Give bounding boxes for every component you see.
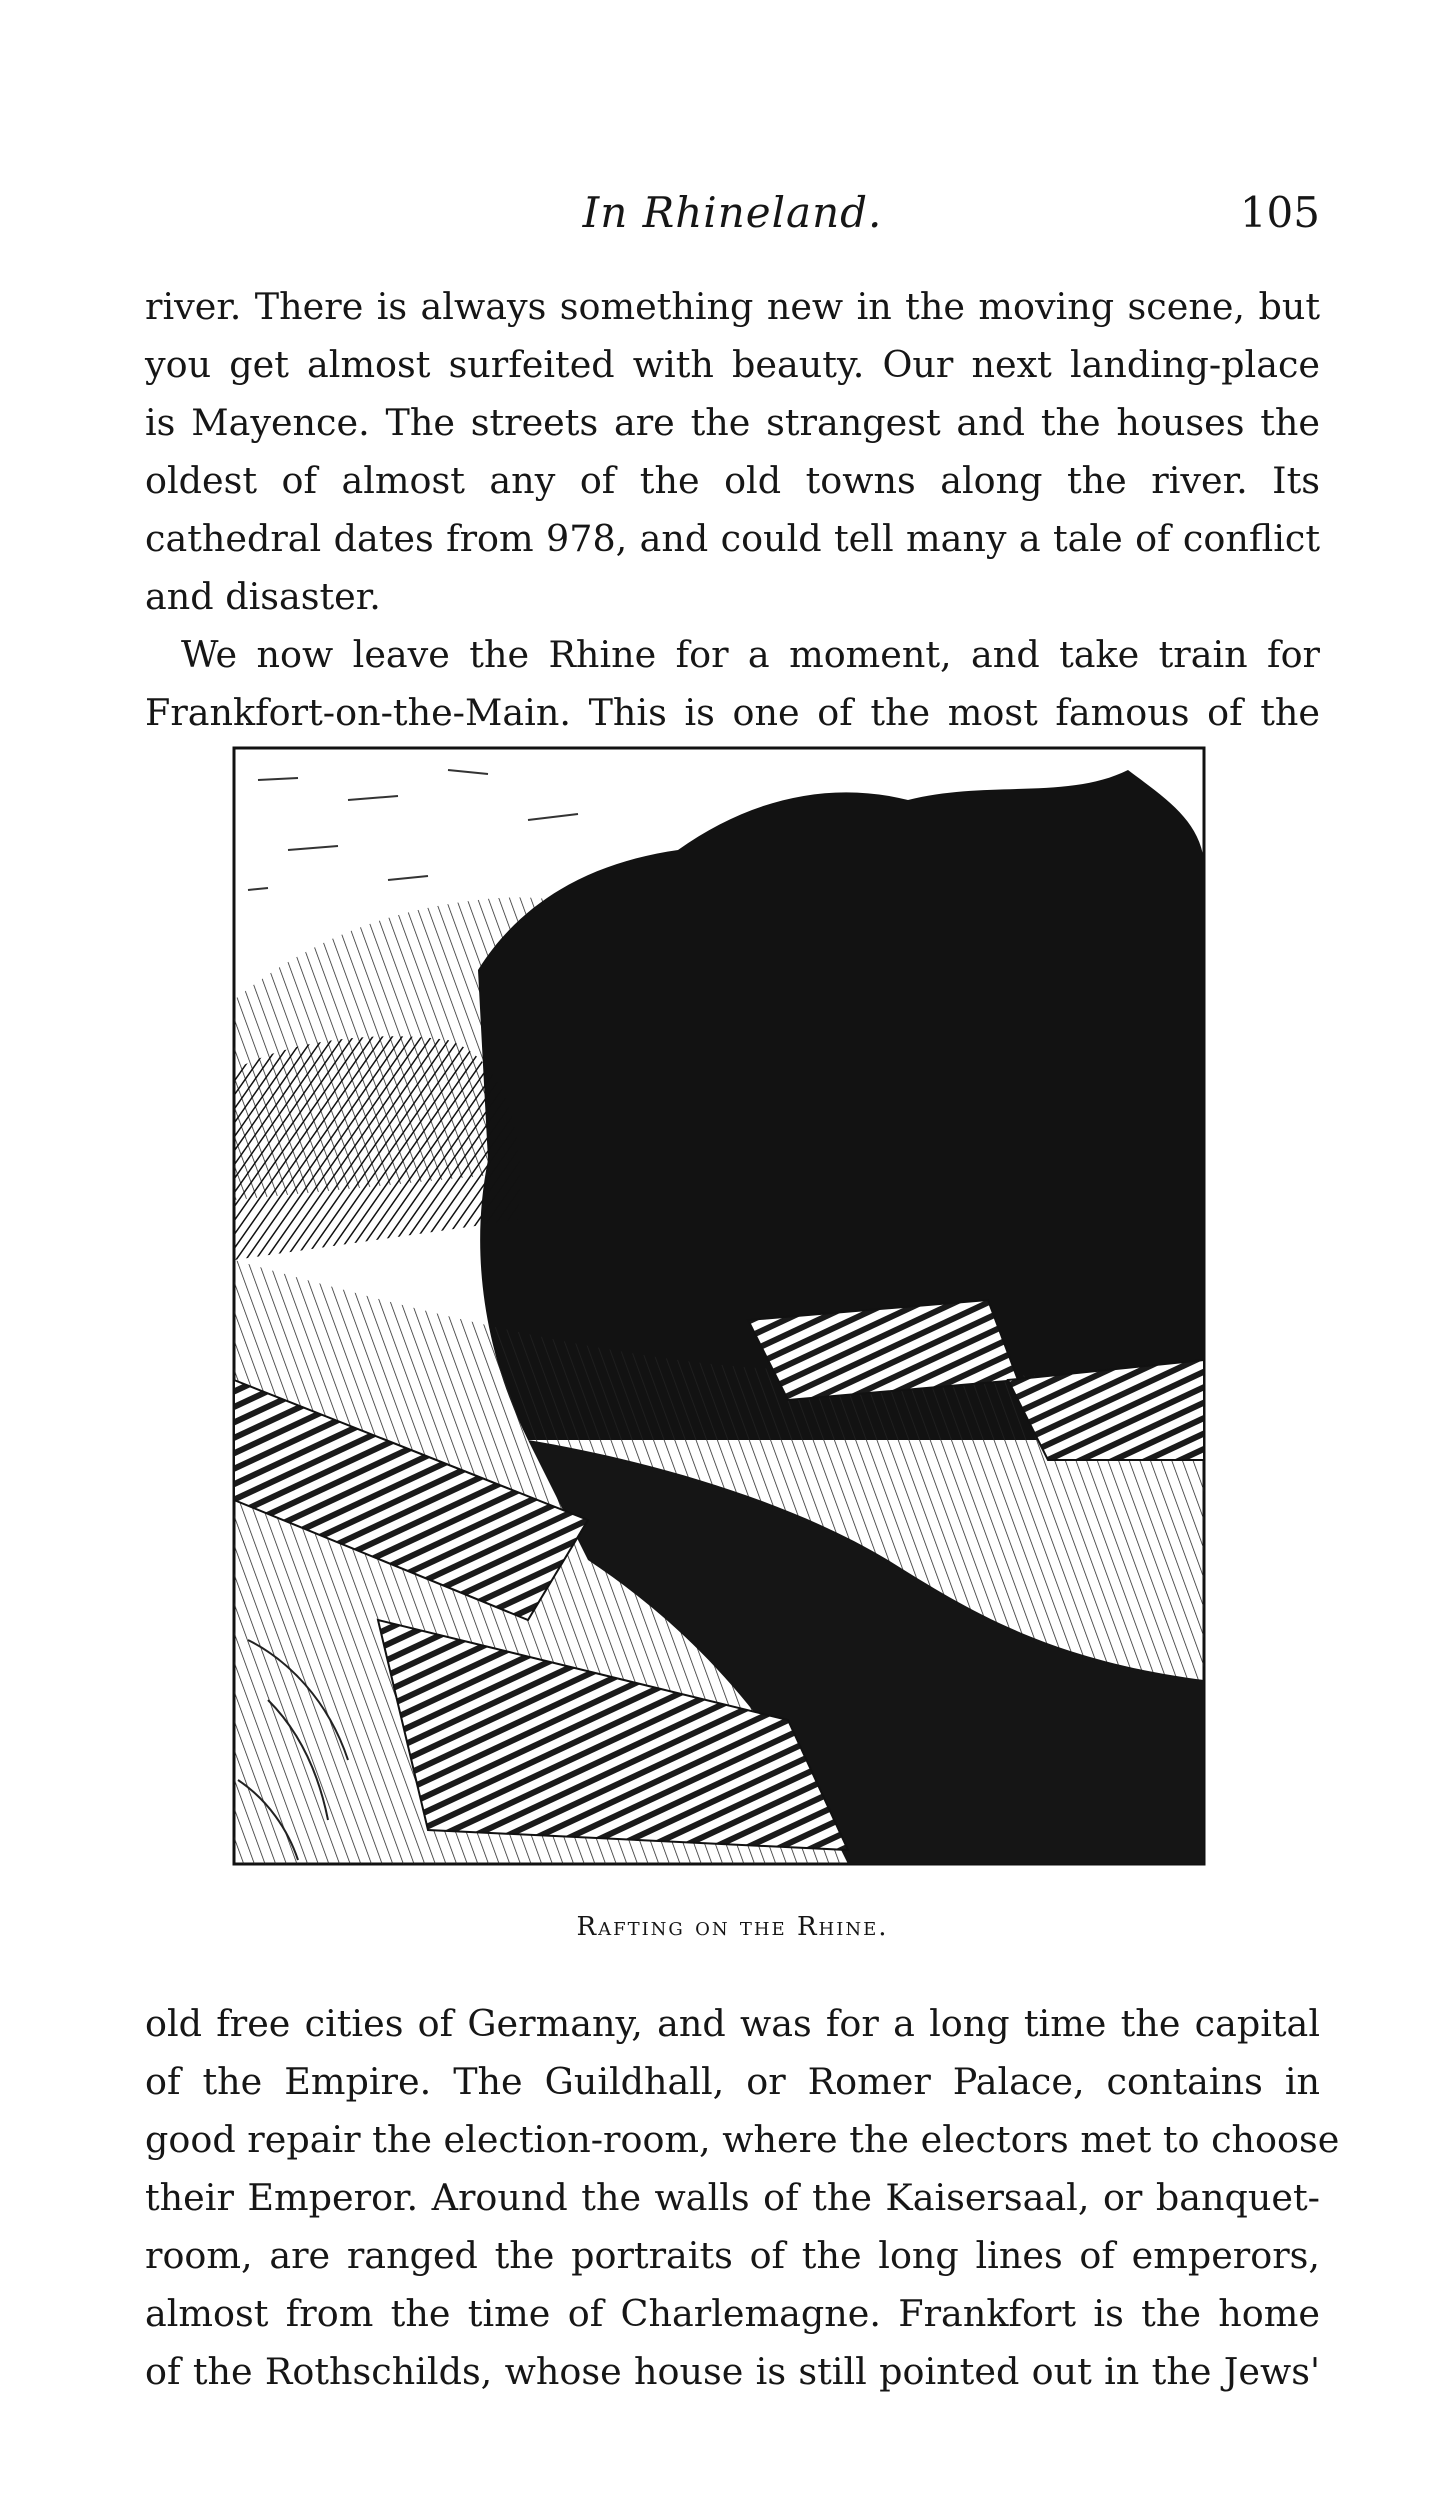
text-line: almost from the time of Charlemagne. Frankfort is the home xyxy=(145,2292,1320,2335)
text-line: of the Rothschilds, whose house is still pointed out in the Jews' xyxy=(145,2350,1320,2393)
body-text-top xyxy=(145,278,1320,742)
figure-caption: Rafting on the Rhine. xyxy=(576,1912,889,1942)
text-line: old free cities of Germany, and was for a long time the capital xyxy=(145,2002,1320,2045)
text-line: of the Empire. The Guildhall, or Romer Palace, contains in xyxy=(145,2060,1320,2103)
running-head xyxy=(145,188,1320,248)
text-line: you get almost surfeited with beauty. Our next landing-place xyxy=(145,343,1320,386)
text-line: their Emperor. Around the walls of the Kaisersaal, or banquet- xyxy=(145,2176,1320,2219)
text-line: good repair the election-room, where the electors met to choose xyxy=(145,2118,1340,2161)
text-line: room, are ranged the portraits of the long lines of emperors, xyxy=(145,2234,1320,2277)
text-line: oldest of almost any of the old towns along the river. Its xyxy=(145,459,1320,502)
text-line: We now leave the Rhine for a moment, and take train for xyxy=(181,633,1320,676)
text-line: and disaster. xyxy=(145,575,381,618)
page-number: 105 xyxy=(1239,188,1320,237)
body-text-bottom xyxy=(145,1995,1340,2401)
running-title: In Rhineland. xyxy=(582,188,883,237)
engraving-illustration xyxy=(228,740,1210,1870)
text-line: cathedral dates from 978, and could tell many a tale of conflict xyxy=(145,517,1320,560)
text-line: river. There is always something new in the moving scene, but xyxy=(145,285,1320,328)
text-line: is Mayence. The streets are the strangest and the houses the xyxy=(145,401,1320,444)
engraving-rafting-on-the-rhine xyxy=(228,740,1210,1870)
text-line: Frankfort-on-the-Main. This is one of the most famous of the xyxy=(145,691,1320,734)
